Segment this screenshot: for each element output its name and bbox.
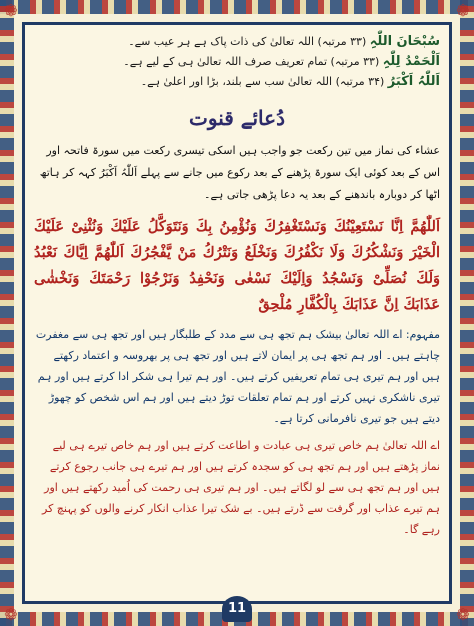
page-number: 11 bbox=[222, 596, 252, 622]
intro-paragraph: عشاء کی نماز میں تین رکعت جو واجب ہیں اسکی تیسری رکعت میں سورۃ فاتحہ اور اس کے بعد کوئی ایک سورۃ پڑھنے کے بعد رکوع میں جانے سے پہلے اَللّٰہُ اَکْبَرُ کہہ کر ہاتھ اٹھا کر دوبارہ باندھنے کے بعد یہ دعا پڑھی جاتی ہے۔ bbox=[39, 144, 440, 201]
meaning-text: اے اللہ تعالیٰ بیشک ہم تجھ ہی سے مدد کے طلبگار ہیں اور تجھ ہی سے مغفرت چاہتے ہیں۔ اور ہم تجھ ہی پر ایمان لاتے ہیں اور تجھ ہی پر بھروسہ و اعتماد رکھتے ہیں اور ہم تیری ہی تمام تعریفیں کرتے ہیں۔ اور ہم تیرا ہی شکر ادا کرتے ہیں اور ہم تیری ناشکری نہیں کرتے اور ہم تمام تعلقات توڑ دیتے ہیں اور ہم اس شخص کو چھوڑ دیتے ہیں جو تیری نافرمانی کرتا ہے۔ bbox=[35, 328, 440, 425]
tasbeeh-line bbox=[34, 32, 440, 52]
page-content bbox=[34, 32, 440, 540]
meaning-paragraph-2: اے اللہ تعالیٰ ہم خاص تیری ہی عبادت و اطاعت کرتے ہیں اور ہم خاص تیرے ہی لیے نماز پڑھتے ہیں اور ہم تجھ ہی کو سجدہ کرتے ہیں اور ہم تیرے ہی جانب رجوع کرتے ہیں اور ہم تجھ ہی سے لو لگاتے ہیں۔ اور ہم تیری ہی رحمت کی اُمید رکھتے ہیں اور ہم تیرے عذاب اور گرفت سے ڈرتے ہیں۔ بے شک تیرا عذاب انکار کرنے والوں کو پہنچ کر رہے گا۔ bbox=[42, 439, 440, 536]
decorative-border-left bbox=[0, 0, 14, 626]
section-title: دُعائے قنوت bbox=[189, 106, 285, 130]
tasbeeh-meaning: (۳۳ مرتبہ) تمام تعریف صرف اللہ تعالیٰ ہی کے لیے ہے۔ bbox=[123, 55, 380, 68]
tasbeeh-arabic: اَللّٰہُ اَکْبَرُ bbox=[387, 74, 440, 89]
flower-ornament-icon: ❁ bbox=[4, 1, 18, 20]
meaning-label: مفہوم: bbox=[405, 328, 440, 341]
decorative-border-top bbox=[0, 0, 474, 14]
decorative-border-right bbox=[460, 0, 474, 626]
flower-ornament-icon: ❁ bbox=[4, 605, 18, 624]
tasbeeh-line bbox=[34, 52, 440, 72]
flower-ornament-icon: ❁ bbox=[456, 1, 470, 20]
tasbeeh-arabic: اَلْحَمْدُ لِلّٰہِ bbox=[382, 54, 440, 69]
meaning-paragraph bbox=[34, 324, 440, 429]
tasbeeh-meaning: (۳۳ مرتبہ) اللہ تعالیٰ کی ذات پاک ہے ہر عیب سے۔ bbox=[128, 35, 367, 48]
flower-ornament-icon: ❁ bbox=[456, 605, 470, 624]
tasbeeh-line bbox=[34, 72, 440, 92]
tasbeeh-meaning: (۳۴ مرتبہ) اللہ تعالیٰ سب سے بلند، بڑا اور اعلیٰ ہے۔ bbox=[140, 75, 385, 88]
dua-qunoot-text: اَللّٰھُمَّ اِنَّا نَسْتَعِیْنُكَ وَنَسْتَغْفِرُكَ وَنُؤْمِنُ بِكَ وَنَتَوَكَّلُ عَلَیْكَ وَنُثْنِیْ عَلَیْكَ الْخَیْرَ وَنَشْكُرُكَ وَلَا نَكْفُرُكَ وَنَخْلَعُ وَنَتْرُكُ مَنْ یَّفْجُرُكَ اَللّٰھُمَّ اِیَّاكَ نَعْبُدُ وَلَكَ نُصَلِّیْ وَنَسْجُدُ وَاِلَیْكَ نَسْعٰی وَنَحْفِدُ وَنَرْجُوْا رَحْمَتَكَ وَنَخْشٰی عَذَابَكَ اِنَّ عَذَابَكَ بِالْكُفَّارِ مُلْحِقٌ bbox=[34, 218, 440, 313]
tasbeeh-arabic: سُبْحَانَ اللّٰہِ bbox=[369, 34, 440, 49]
